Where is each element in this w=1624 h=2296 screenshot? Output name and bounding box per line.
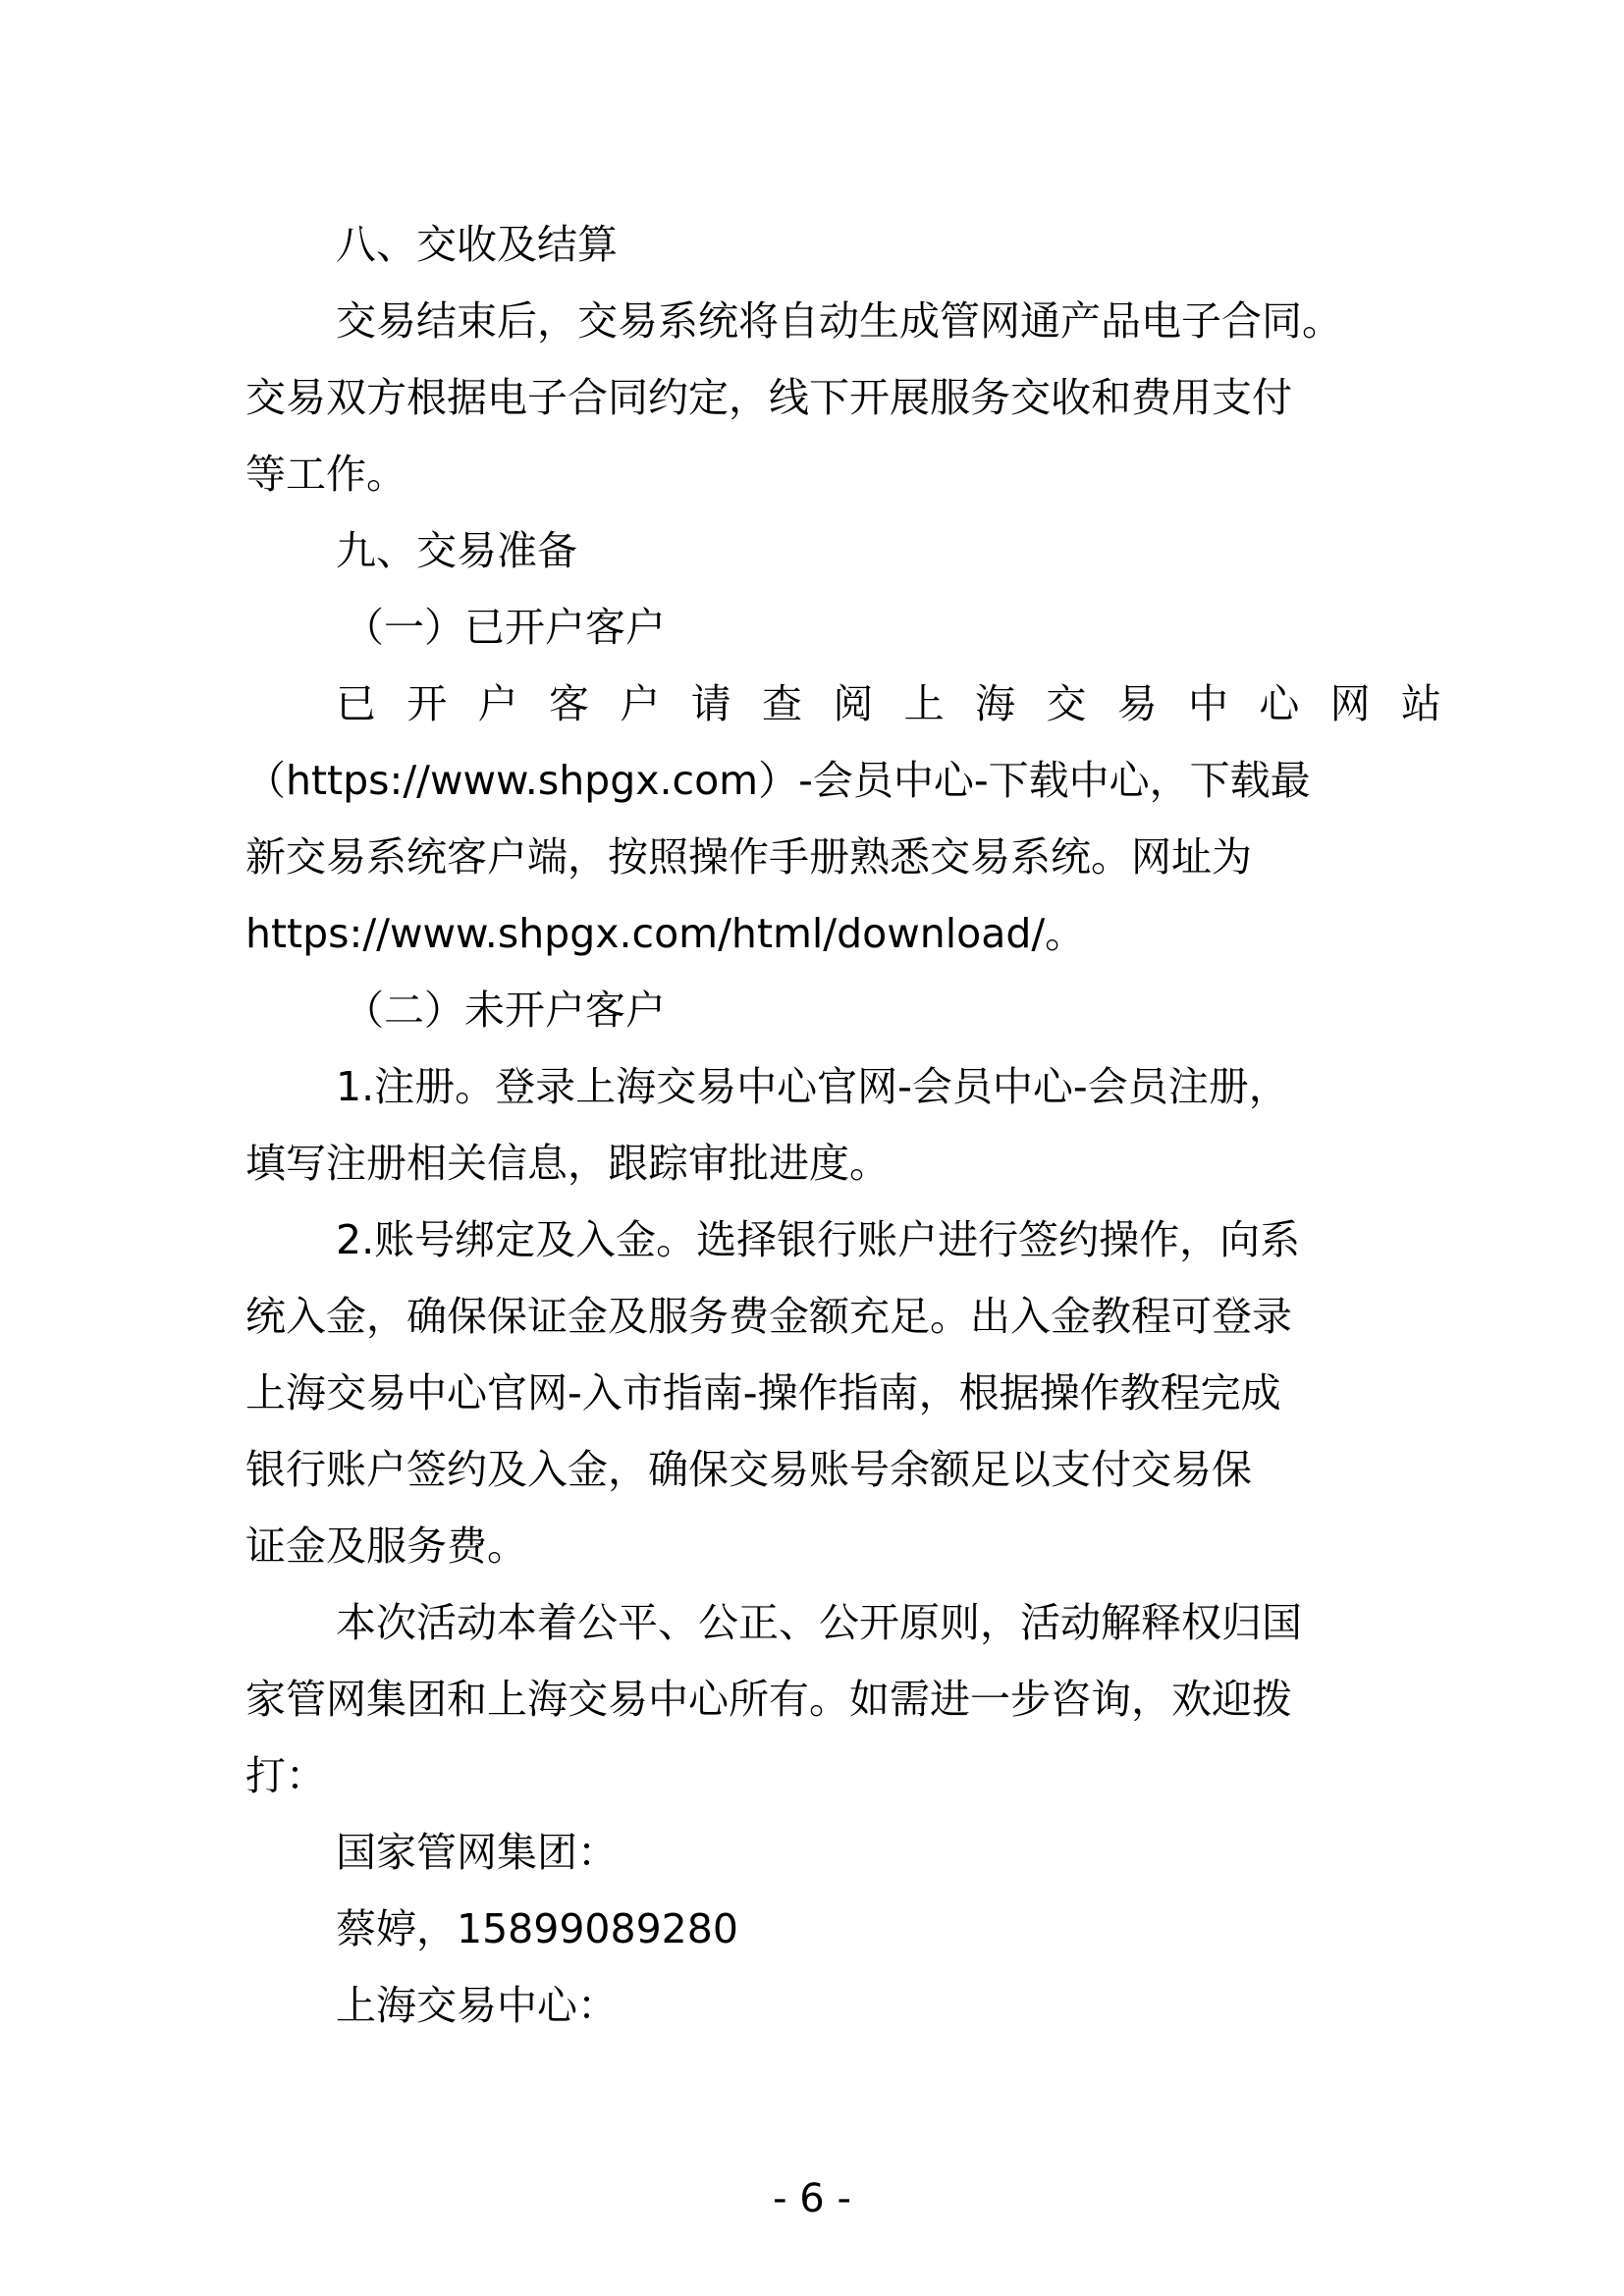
- paragraph-line: 家管网集团和上海交易中心所有。如需进一步咨询，欢迎拨: [245, 1676, 1292, 1723]
- paragraph-line: 已开户客户请查阅上海交易中心网站: [336, 680, 1455, 727]
- subsection-heading-existing-accounts: （一）已开户客户: [344, 604, 666, 651]
- page-number: - 6 -: [773, 2176, 851, 2221]
- subsection-heading-new-accounts: （二）未开户客户: [344, 987, 666, 1034]
- contact-org-label: 上海交易中心：: [336, 1982, 618, 2029]
- paragraph-line: 银行账户签约及入金，确保交易账号余额足以支付交易保: [245, 1446, 1252, 1493]
- paragraph-line: （https://www.shpgx.com）-会员中心-下载中心，下载最: [245, 757, 1311, 804]
- paragraph-line: 1.注册。登录上海交易中心官网-会员中心-会员注册，: [336, 1063, 1289, 1110]
- document-body: [245, 206, 1455, 2044]
- contact-person: 蔡婷，15899089280: [336, 1905, 738, 1952]
- download-url-line: https://www.shpgx.com/html/download/。: [245, 910, 1086, 957]
- paragraph-line: 本次活动本着公平、公正、公开原则，活动解释权归国: [336, 1599, 1302, 1646]
- paragraph-line: 等工作。: [245, 451, 406, 498]
- paragraph-line: 2.账号绑定及入金。选择银行账户进行签约操作，向系: [336, 1216, 1301, 1263]
- contact-org-label: 国家管网集团：: [336, 1829, 618, 1876]
- paragraph-line: 打：: [245, 1752, 326, 1799]
- paragraph-line: 证金及服务费。: [245, 1522, 527, 1570]
- paragraph-line: 新交易系统客户端，按照操作手册熟悉交易系统。网址为: [245, 833, 1252, 881]
- section-heading-settlement: 八、交收及结算: [336, 221, 618, 268]
- paragraph-line: 填写注册相关信息，跟踪审批进度。: [245, 1140, 890, 1187]
- paragraph-line: 上海交易中心官网-入市指南-操作指南，根据操作教程完成: [245, 1369, 1281, 1416]
- section-heading-preparation: 九、交易准备: [336, 527, 577, 574]
- paragraph-line: 交易结束后，交易系统将自动生成管网通产品电子合同。: [336, 297, 1342, 345]
- paragraph-line: 交易双方根据电子合同约定，线下开展服务交收和费用支付: [245, 374, 1292, 421]
- paragraph-line: 统入金，确保保证金及服务费金额充足。出入金教程可登录: [245, 1293, 1292, 1340]
